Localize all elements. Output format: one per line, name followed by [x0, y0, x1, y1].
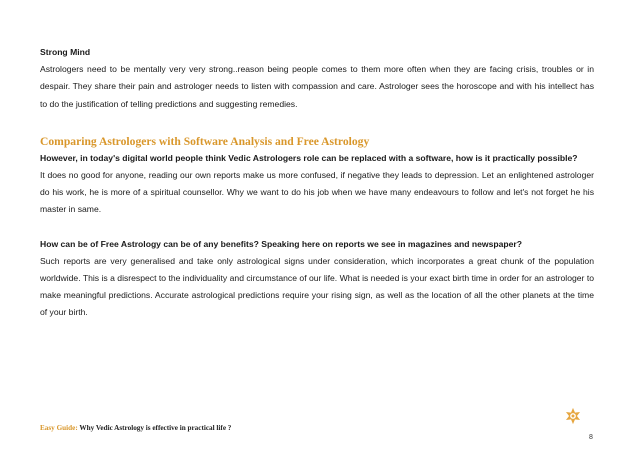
comparing-astrologers-heading: Comparing Astrologers with Software Analysis and Free Astrology [40, 134, 370, 148]
software-question: However, in today's digital world people think Vedic Astrologers role can be replaced with a software, how is it practically possible? [40, 152, 578, 163]
page-number: 8 [589, 434, 593, 441]
paragraph-gap [40, 219, 594, 236]
footer-brand: Easy Guide: [40, 424, 78, 432]
strong-mind-heading: Strong Mind [40, 47, 91, 57]
software-answer: It does no good for anyone, reading our own reports make us more confused, if negative they leads to depression. Let an enlightened astrologer do his work, he is more of a spiritual counsellor. Why we want to do his job when we have many endeavours to follow and let's not forget he his master in same. [40, 170, 594, 215]
footer-title: Why Vedic Astrology is effective in practical life ? [77, 424, 232, 432]
free-astrology-question: How can be of Free Astrology can be of any benefits? Speaking here on reports we see in magazines and newspaper? [40, 238, 523, 249]
star-mandala-icon [564, 407, 582, 425]
strong-mind-paragraph: Astrologers need to be mentally very very strong..reason being people comes to them more often when they are facing crisis, troubles or in despair. They share their pain and astrologer needs to listen with compassion and care. Astrologer sees the horoscope and with his intellect has to do the justification of telling predictions and suggesting remedies. [40, 64, 594, 109]
page-content [40, 44, 594, 322]
free-astrology-answer: Such reports are very generalised and take only astrological signs under consideration, which incorporates a great chunk of the population worldwide. This is a disrespect to the individuality and circumstance of our life. What is needed is your exact birth time in order for an astrologer to make meaningful predictions. Accurate astrological predictions require your rising sign, as well as the location of all the other planets at the time of your birth. [40, 255, 594, 318]
footer-caption [40, 424, 231, 432]
